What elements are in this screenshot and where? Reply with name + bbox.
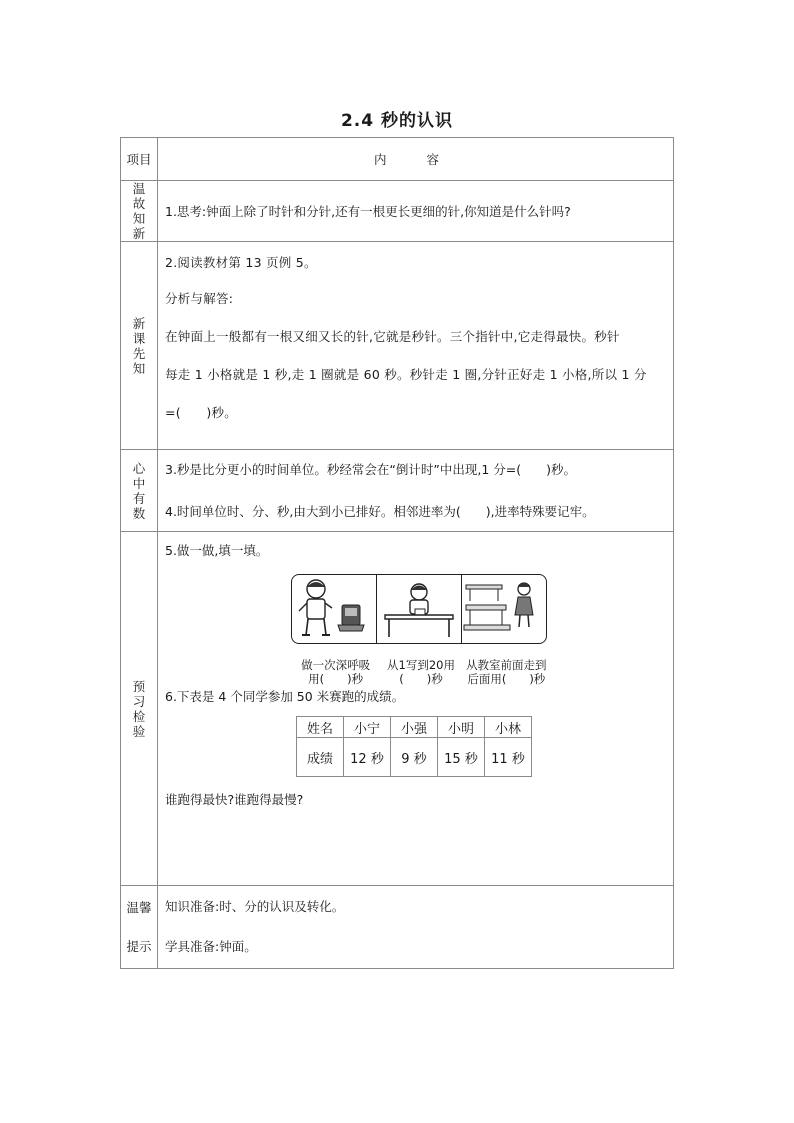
check-label: 预习检验 xyxy=(121,532,158,886)
preview-row xyxy=(121,242,674,450)
score-value-row xyxy=(297,738,532,777)
score-cell: 12 秒 xyxy=(344,738,391,777)
caption-breath: 做一次深呼吸 用( )秒 xyxy=(301,658,371,686)
page-title: 2.4 秒的认识 xyxy=(340,111,454,131)
score-header-cell: 小宁 xyxy=(344,717,391,738)
deep-breath-picture xyxy=(292,575,377,643)
boy-breathing-illustration xyxy=(292,575,376,641)
header-content: 内 容 xyxy=(158,138,674,181)
review-row xyxy=(121,181,674,242)
score-header-cell: 小强 xyxy=(391,717,438,738)
check-row xyxy=(121,532,674,886)
preview-line-3: 在钟面上一般都有一根又细又长的针,它就是秒针。三个指针中,它走得最快。秒针 xyxy=(165,329,620,344)
mind-q4: 4.时间单位时、分、秒,由大到小已排好。相邻进率为( ),进率特殊要记牢。 xyxy=(165,504,595,519)
score-header-cell: 小林 xyxy=(485,717,532,738)
worksheet-table xyxy=(120,137,674,969)
score-cell: 15 秒 xyxy=(438,738,485,777)
boy-writing-illustration xyxy=(377,575,461,641)
preview-line-5: =( )秒。 xyxy=(165,405,237,420)
tips-label: 温馨 提示 xyxy=(121,886,158,969)
preview-line-4: 每走 1 小格就是 1 秒,走 1 圈就是 60 秒。秒针走 1 圈,分针正好走 1 小格,所以 1 分 xyxy=(165,367,647,382)
mind-row xyxy=(121,450,674,532)
girl-classroom-illustration xyxy=(462,575,546,641)
check-q6: 6.下表是 4 个同学参加 50 米赛跑的成绩。 xyxy=(165,689,405,704)
review-q1: 1.思考:钟面上除了时针和分针,还有一根更长更细的针,你知道是什么针吗? xyxy=(165,204,571,219)
caption-walking: 从教室前面走到 后面用( )秒 xyxy=(466,658,547,686)
tips-knowledge: 知识准备:时、分的认识及转化。 xyxy=(165,899,345,914)
check-question: 谁跑得最快?谁跑得最慢? xyxy=(165,792,304,807)
activity-pictures xyxy=(291,574,547,644)
score-cell: 成绩 xyxy=(297,738,344,777)
preview-label: 新课先知 xyxy=(121,242,158,450)
race-score-table xyxy=(296,716,532,777)
preview-line-1: 2.阅读教材第 13 页例 5。 xyxy=(165,255,317,270)
activity-captions xyxy=(293,658,549,686)
tips-row xyxy=(121,886,674,969)
header-item: 项目 xyxy=(121,138,158,181)
tips-tools: 学具准备:钟面。 xyxy=(165,939,257,954)
mind-label: 心中有数 xyxy=(121,450,158,532)
preview-line-2: 分析与解答: xyxy=(165,291,234,306)
score-header-cell: 小明 xyxy=(438,717,485,738)
score-cell: 11 秒 xyxy=(485,738,532,777)
score-cell: 9 秒 xyxy=(391,738,438,777)
review-label: 温故知新 xyxy=(121,181,158,242)
writing-picture xyxy=(377,575,462,643)
check-q5: 5.做一做,填一填。 xyxy=(165,543,269,558)
header-row xyxy=(121,138,674,181)
score-header-cell: 姓名 xyxy=(297,717,344,738)
score-header-row xyxy=(297,717,532,738)
caption-writing: 从1写到20用 ( )秒 xyxy=(387,658,455,686)
mind-q3: 3.秒是比分更小的时间单位。秒经常会在“倒计时”中出现,1 分=( )秒。 xyxy=(165,462,577,477)
walking-picture xyxy=(462,575,546,643)
